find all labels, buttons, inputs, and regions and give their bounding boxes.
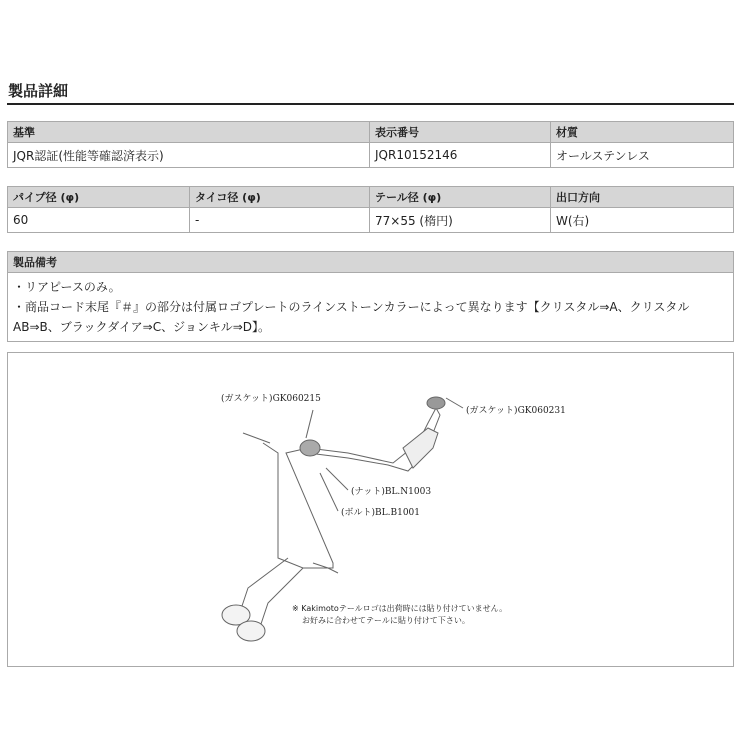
cell-display-number: JQR10152146 bbox=[370, 143, 551, 168]
label-gasket-gk060231: (ガスケット)GK060231 bbox=[466, 406, 566, 416]
header-standard: 基準 bbox=[8, 122, 370, 143]
label-nut: (ナット)BL.N1003 bbox=[351, 487, 432, 497]
spec-table-1 bbox=[7, 121, 734, 168]
header-material: 材質 bbox=[551, 122, 734, 143]
tail-logo-note bbox=[292, 603, 507, 627]
page-title: 製品詳細 bbox=[8, 82, 69, 100]
header-tail-diameter: テール径 (φ) bbox=[370, 187, 551, 208]
cell-pipe-diameter: 60 bbox=[8, 208, 190, 233]
header-remarks: 製品備考 bbox=[8, 252, 734, 273]
cell-exit-direction: W(右) bbox=[551, 208, 734, 233]
remark-line: ・リアピースのみ。 bbox=[13, 280, 121, 294]
cell-muffler-diameter: - bbox=[190, 208, 370, 233]
header-pipe-diameter: パイプ径 (φ) bbox=[8, 187, 190, 208]
label-bolt: (ボルト)BL.B1001 bbox=[341, 508, 420, 518]
note-line: ※ Kakimotoテールロゴは出荷時には貼り付けていません。 bbox=[292, 604, 508, 613]
header-exit-direction: 出口方向 bbox=[551, 187, 734, 208]
cell-tail-diameter: 77×55 (楕円) bbox=[370, 208, 551, 233]
note-line: お好みに合わせてテールに貼り付けて下さい。 bbox=[302, 616, 470, 625]
remark-line: ・商品コード末尾『＃』の部分は付属ロゴプレートのラインストーンカラーによって異なります【クリスタル⇒A、クリスタルAB⇒B、ブラックダイア⇒C、ジョンキル⇒D】。 bbox=[13, 300, 690, 334]
cell-material: オールステンレス bbox=[551, 143, 734, 168]
cell-standard: JQR認証(性能等確認済表示) bbox=[8, 143, 370, 168]
header-muffler-diameter: タイコ径 (φ) bbox=[190, 187, 370, 208]
spec-table-2 bbox=[7, 186, 734, 233]
title-divider bbox=[7, 103, 734, 105]
header-display-number: 表示番号 bbox=[370, 122, 551, 143]
label-gasket-gk060215: (ガスケット)GK060215 bbox=[221, 394, 321, 404]
remarks-table bbox=[7, 251, 734, 342]
